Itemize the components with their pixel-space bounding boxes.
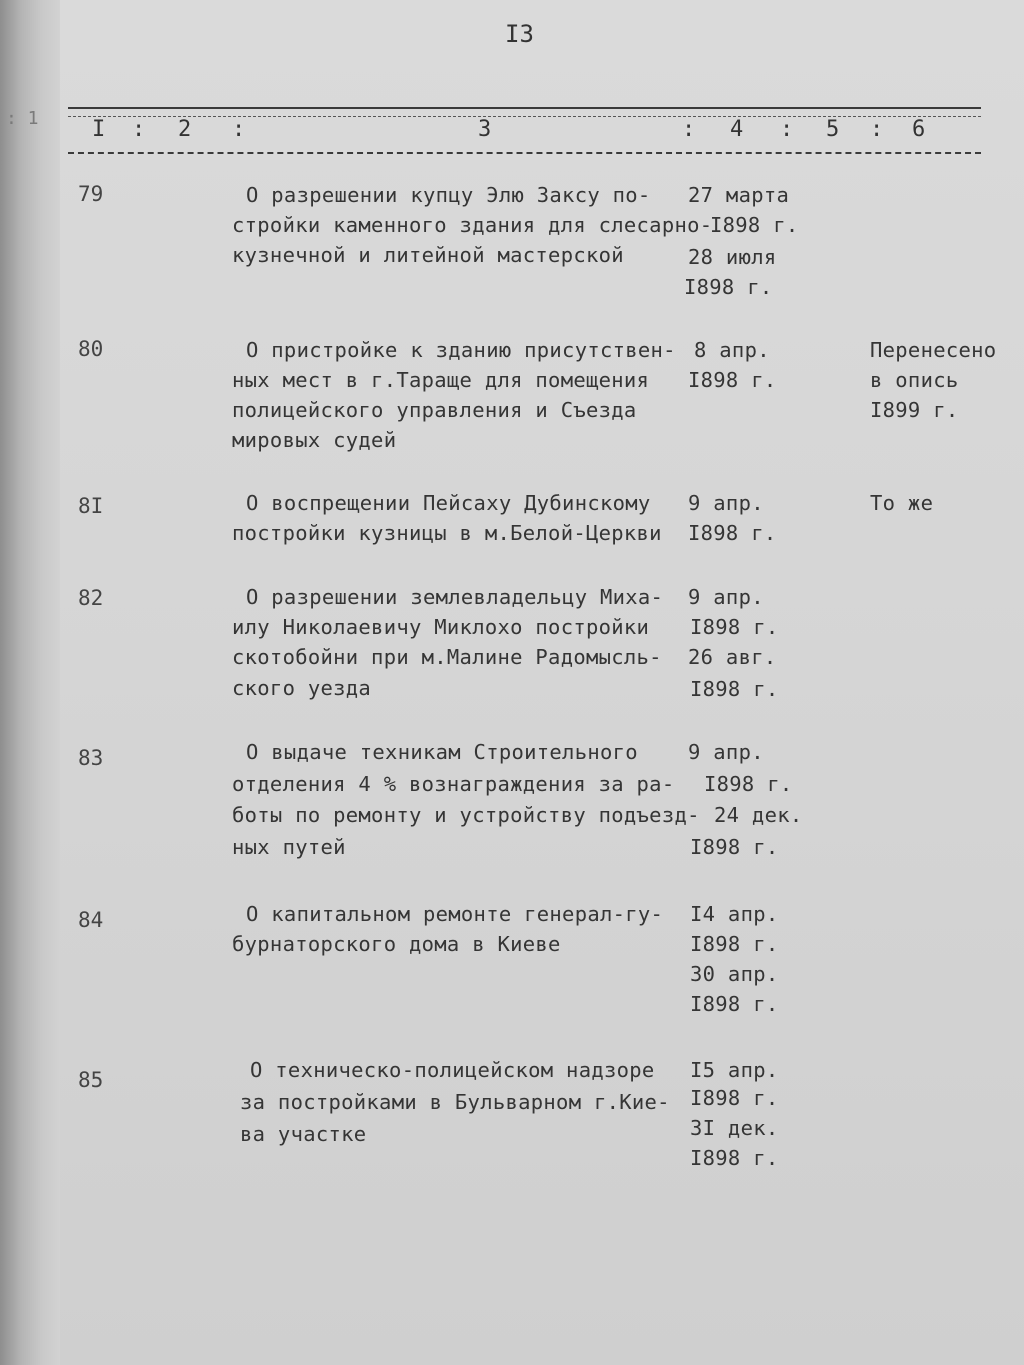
entry-description-line: ных путей xyxy=(232,835,346,859)
entry-description-line: О техническо-полицейском надзоре xyxy=(250,1058,655,1082)
entry-date-line: I898 г. xyxy=(710,213,799,237)
entry-date-line: I898 г. xyxy=(684,275,773,299)
header-col-4: 4 xyxy=(730,117,744,142)
entry-description-line: стройки каменного здания для слесарно- xyxy=(232,213,713,237)
entry-number: 84 xyxy=(78,908,104,932)
entry-number: 79 xyxy=(78,182,104,206)
entry-date-line: I5 апр. xyxy=(690,1058,779,1082)
entry-description-line: постройки кузницы в м.Белой-Церкви xyxy=(232,521,662,545)
entry-note-line: I899 г. xyxy=(870,398,959,422)
entry-date-line: I898 г. xyxy=(688,521,777,545)
entry-number: 8I xyxy=(78,494,104,518)
entry-description-line: скотобойни при м.Малине Радомысль- xyxy=(232,645,662,669)
header-separator-3: : xyxy=(682,117,696,142)
entry-date-line: 28 июля xyxy=(688,245,777,269)
entry-date-line: 27 марта xyxy=(688,183,790,207)
entry-date-line: 9 апр. xyxy=(688,491,764,515)
header-separator-4: : xyxy=(780,117,794,142)
entry-number: 83 xyxy=(78,746,104,770)
header-rule-top xyxy=(68,107,981,109)
entry-description-line: ва участке xyxy=(240,1122,367,1146)
header-col-1: I xyxy=(92,117,106,142)
document-page xyxy=(60,0,1024,1365)
entry-description-line: О разрешении купцу Элю Заксу по- xyxy=(246,183,651,207)
entry-date-line: 9 апр. xyxy=(688,740,764,764)
header-rule-top-secondary xyxy=(68,116,981,117)
entry-description-line: О пристройке к зданию присутствен- xyxy=(246,338,676,362)
entry-date-line: 30 апр. xyxy=(690,962,779,986)
entry-description-line: мировых судей xyxy=(232,428,397,452)
header-col-2: 2 xyxy=(178,117,192,142)
book-spine xyxy=(0,0,60,1365)
entry-date-line: I898 г. xyxy=(690,932,779,956)
page-number: I3 xyxy=(505,20,534,48)
entry-date-line: I898 г. xyxy=(690,677,779,701)
header-separator-5: : xyxy=(870,117,884,142)
entry-date-line: 24 дек. xyxy=(714,803,803,827)
entry-description-line: О воспрещении Пейсаху Дубинскому xyxy=(246,491,651,515)
entry-date-line: 3I дек. xyxy=(690,1116,779,1140)
entry-note-line: в опись xyxy=(870,368,959,392)
entry-date-line: I898 г. xyxy=(688,368,777,392)
entry-date-line: I4 апр. xyxy=(690,902,779,926)
entry-description-line: за постройками в Бульварном г.Кие- xyxy=(240,1090,670,1114)
entry-description-line: ского уезда xyxy=(232,676,372,700)
entry-date-line: I898 г. xyxy=(690,615,779,639)
header-col-6: 6 xyxy=(912,117,926,142)
entry-description-line: отделения 4 % вознаграждения за ра- xyxy=(232,772,675,796)
entry-description-line: ных мест в г.Тараще для помещения xyxy=(232,368,650,392)
header-separator-2: : xyxy=(232,117,246,142)
entry-date-line: I898 г. xyxy=(690,992,779,1016)
header-rule-bottom xyxy=(68,152,981,154)
entry-number: 82 xyxy=(78,586,104,610)
entry-date-line: I898 г. xyxy=(690,1146,779,1170)
entry-date-line: I898 г. xyxy=(690,835,779,859)
entry-number: 85 xyxy=(78,1068,104,1092)
entry-date-line: 26 авг. xyxy=(688,645,777,669)
entry-description-line: боты по ремонту и устройству подъезд- xyxy=(232,803,700,827)
entry-description-line: бурнаторского дома в Киеве xyxy=(232,932,561,956)
entry-description-line: кузнечной и литейной мастерской xyxy=(232,243,624,267)
entry-date-line: I898 г. xyxy=(704,772,793,796)
entry-date-line: 8 апр. xyxy=(694,338,770,362)
entry-note-line: То же xyxy=(870,491,934,515)
spine-mark: : 1 xyxy=(6,108,39,129)
entry-description-line: О выдаче техникам Строительного xyxy=(246,740,638,764)
entry-description-line: полицейского управления и Съезда xyxy=(232,398,637,422)
entry-description-line: илу Николаевичу Миклохо постройки xyxy=(232,615,650,639)
entry-note-line: Перенесено xyxy=(870,338,997,362)
entry-number: 80 xyxy=(78,337,104,361)
header-col-3: 3 xyxy=(478,117,492,142)
entry-date-line: 9 апр. xyxy=(688,585,764,609)
entry-description-line: О разрешении землевладельцу Миха- xyxy=(246,585,664,609)
header-separator-1: : xyxy=(132,117,146,142)
entry-date-line: I898 г. xyxy=(690,1086,779,1110)
header-col-5: 5 xyxy=(826,117,840,142)
entry-description-line: О капитальном ремонте генерал-гу- xyxy=(246,902,664,926)
